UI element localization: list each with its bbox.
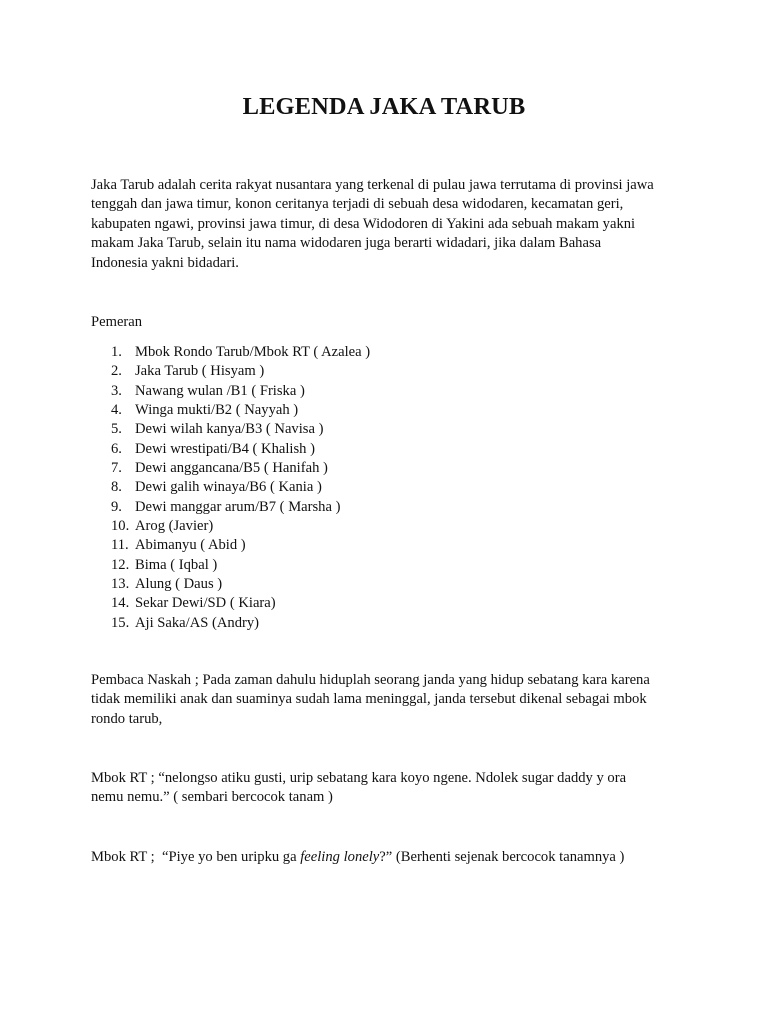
cast-number: 8. [111, 479, 122, 496]
cast-text: Bima ( Iqbal ) [135, 556, 218, 573]
cast-number: 7. [111, 460, 122, 477]
cast-number: 9. [111, 498, 122, 515]
dialogue-line: nemu nemu.” ( sembari bercocok tanam ) [91, 789, 333, 806]
dialogue-paragraph [91, 848, 691, 867]
cast-text: Sekar Dewi/SD ( Kiara) [135, 595, 276, 612]
document-title: LEGENDA JAKA TARUB [242, 93, 526, 120]
narrator-line: rondo tarub, [91, 710, 163, 727]
cast-item [91, 478, 651, 497]
cast-text: Nawang wulan /B1 ( Friska ) [135, 382, 305, 399]
cast-item [91, 440, 651, 459]
dialogue-line: Mbok RT ; “nelongso atiku gusti, urip sebatang kara koyo ngene. Ndolek sugar daddy y ora [91, 770, 627, 786]
intro-line: makam Jaka Tarub, selain itu nama widodaren juga berarti widadari, jika dalam Bahasa [91, 235, 602, 252]
intro-paragraph [91, 176, 691, 273]
cast-item [91, 498, 651, 517]
cast-text: Winga mukti/B2 ( Nayyah ) [135, 402, 299, 419]
cast-text: Dewi wilah kanya/B3 ( Navisa ) [135, 421, 324, 438]
cast-item [91, 556, 651, 575]
cast-number: 10. [111, 518, 130, 535]
cast-number: 12. [111, 556, 130, 573]
intro-line: tenggah dan jawa timur, konon ceritanya terjadi di sebuah desa widodaren, kecamatan geri, [91, 196, 624, 213]
cast-item [91, 517, 651, 536]
cast-number: 14. [111, 595, 130, 612]
dialogue-paragraph [91, 769, 691, 808]
cast-item [91, 614, 651, 633]
cast-number: 3. [111, 382, 122, 399]
cast-number: 6. [111, 440, 122, 457]
cast-number: 5. [111, 421, 122, 438]
cast-item [91, 536, 651, 555]
cast-number: 1. [111, 344, 122, 360]
dialogue-text: Mbok RT ; “Piye yo ben uripku ga [91, 849, 301, 865]
cast-item [91, 343, 651, 362]
cast-number: 11. [111, 537, 129, 554]
cast-item [91, 362, 651, 381]
cast-text: Dewi wrestipati/B4 ( Khalish ) [135, 440, 315, 457]
cast-number: 2. [111, 363, 122, 380]
cast-text: Mbok Rondo Tarub/Mbok RT ( Azalea ) [135, 344, 371, 360]
intro-line: Jaka Tarub adalah cerita rakyat nusantara yang terkenal di pulau jawa terrutama di provinsi jawa [91, 177, 654, 193]
cast-item [91, 459, 651, 478]
cast-text: Arog (Javier) [135, 518, 214, 535]
cast-list [91, 343, 651, 633]
cast-text: Dewi anggancana/B5 ( Hanifah ) [135, 460, 328, 477]
cast-item [91, 594, 651, 613]
dialogue-text: ?” (Berhenti sejenak bercocok tanamnya ) [379, 849, 625, 865]
cast-item [91, 401, 651, 420]
cast-text: Alung ( Daus ) [135, 576, 223, 593]
cast-text: Abimanyu ( Abid ) [135, 537, 246, 554]
cast-text: Dewi galih winaya/B6 ( Kania ) [135, 479, 322, 496]
cast-number: 15. [111, 614, 130, 631]
cast-text: Aji Saka/AS (Andry) [135, 614, 260, 631]
cast-number: 13. [111, 576, 130, 593]
cast-text: Jaka Tarub ( Hisyam ) [135, 363, 265, 380]
cast-item [91, 575, 651, 594]
narrator-paragraph [91, 671, 691, 729]
cast-item [91, 382, 651, 401]
narrator-line: tidak memiliki anak dan suaminya sudah lama meninggal, janda tersebut dikenal sebagai mbok [91, 691, 647, 708]
cast-item [91, 420, 651, 439]
intro-line: kabupaten ngawi, provinsi jawa timur, di desa Widodoren di Yakini ada sebuah makam yakni [91, 215, 636, 232]
intro-line: Indonesia yakni bidadari. [91, 254, 239, 271]
cast-number: 4. [111, 402, 122, 419]
dialogue-italic-text: feeling lonely [300, 849, 380, 865]
cast-heading: Pemeran [91, 314, 143, 330]
cast-text: Dewi manggar arum/B7 ( Marsha ) [135, 498, 341, 515]
narrator-line: Pembaca Naskah ; Pada zaman dahulu hiduplah seorang janda yang hidup sebatang kara karena [91, 672, 650, 688]
